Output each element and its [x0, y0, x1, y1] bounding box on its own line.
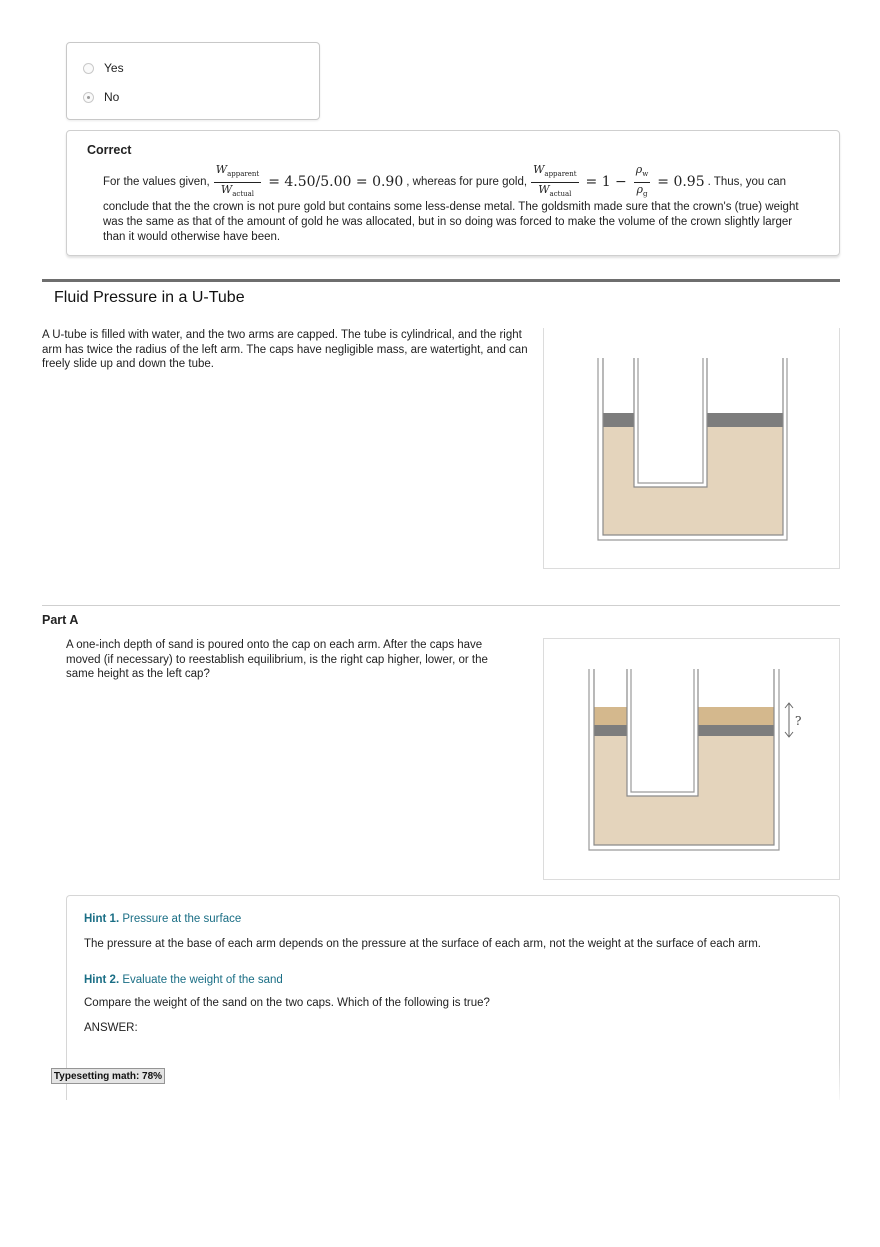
typesetting-status: Typesetting math: 78%	[51, 1068, 165, 1084]
part-a-question: A one-inch depth of sand is poured onto the cap on each arm. After the caps have moved (if necessary) to reestablish equilibrium, is the right cap higher, lower, or the same height as the left cap?	[66, 639, 488, 680]
option-yes-label: Yes	[104, 61, 124, 75]
feedback-title: Correct	[87, 143, 132, 157]
expr-1: = 4.50/5.00 = 0.90	[268, 173, 404, 190]
water-fill	[594, 736, 774, 845]
hint-2-text: Compare the weight of the sand on the two caps. Which of the following is true?	[84, 997, 490, 1009]
left-cap	[594, 725, 627, 736]
section-title: Fluid Pressure in a U-Tube	[54, 289, 245, 306]
u-tube-figure	[543, 328, 840, 569]
hint-2-toggle[interactable]: Hint 2. Evaluate the weight of the sand	[84, 974, 283, 986]
option-yes[interactable]	[83, 61, 124, 75]
radio-no[interactable]	[83, 92, 94, 103]
feedback-text-3: . Thus, you can	[707, 175, 787, 188]
feedback-box	[66, 130, 840, 256]
right-cap	[707, 413, 783, 427]
option-no-label: No	[104, 90, 120, 104]
hint-1-toggle[interactable]: Hint 1. Pressure at the surface	[84, 913, 242, 925]
answer-options-box	[66, 42, 320, 120]
height-arrow	[785, 703, 793, 737]
water-fill	[603, 427, 783, 535]
radio-yes[interactable]	[83, 63, 94, 74]
hint-1-text: The pressure at the base of each arm depends on the pressure at the surface of each arm, not the weight at the surface of each arm.	[84, 938, 761, 950]
option-no[interactable]	[83, 90, 119, 104]
answer-label: ANSWER:	[84, 1022, 138, 1034]
u-tube-sand-figure	[543, 638, 840, 880]
render-fade	[190, 1060, 880, 1140]
density-fraction: $\frac{\rho_w}{\rho_g}$	[635, 163, 649, 198]
ratio-fraction-1: $\frac{W_{apparent}}{W_{actual}}$	[215, 163, 260, 198]
left-sand	[594, 707, 627, 725]
feedback-text-1: For the values given,	[103, 175, 210, 188]
u-tube-diagram	[544, 328, 841, 569]
left-cap	[603, 413, 634, 427]
expr-2a: = 1 −	[585, 173, 627, 190]
feedback-text-2: , whereas for pure gold,	[406, 175, 528, 188]
feedback-text	[103, 163, 803, 245]
u-tube-sand-diagram	[544, 639, 841, 881]
right-cap	[698, 725, 774, 736]
part-divider	[42, 605, 840, 606]
section-intro: A U-tube is filled with water, and the two arms are capped. The tube is cylindrical, and the right arm has twice the radius of the left arm. The caps have negligible mass, are watertight, and can freely slide up and down the tube.	[42, 329, 528, 370]
part-a-title: Part A	[42, 613, 79, 627]
unknown-label: ?	[795, 714, 802, 728]
expr-2b: = 0.95	[657, 173, 705, 190]
section-divider	[42, 279, 840, 282]
feedback-text-4: conclude that the the crown is not pure gold but contains some less-dense metal. The goldsmith made sure that the crown's (true) weight was the same as that of the amount of gold he was allocated, but in so doing was forced to make the volume of the crown slightly larger than it would otherwise have been.	[103, 201, 799, 243]
right-sand	[698, 707, 774, 725]
ratio-fraction-2: $\frac{W_{apparent}}{W_{actual}}$	[533, 163, 577, 198]
